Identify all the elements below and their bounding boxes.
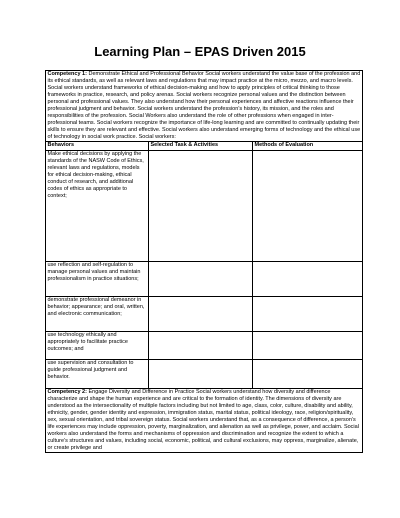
behavior-cell: use supervision and consultation to guide professional judgment and behavior.: [46, 359, 149, 388]
header-evaluation: Methods of Evaluation: [253, 142, 363, 150]
header-behaviors: Behaviors: [46, 142, 149, 150]
competency-1-row: [46, 71, 363, 142]
competency-2-row: [46, 388, 363, 452]
table-row: [46, 296, 363, 331]
document-title: Learning Plan – EPAS Driven 2015: [94, 44, 306, 59]
table-header-row: [46, 142, 363, 150]
table-row: [46, 150, 363, 261]
behavior-cell: use technology ethically and appropriately to facilitate practice outcomes; and: [46, 331, 149, 359]
task-cell[interactable]: [149, 261, 253, 296]
competency-1-text: Demonstrate Ethical and Professional Behavior Social workers understand the value base of the profession and its ethical standards, as well as relevant laws and regulations that may impact practice at the micro, mezzo, and macro levels. Social workers understand frameworks of ethical decision-making and how to apply principles of critical thinking to those frameworks in practice, research, and policy arenas. Social workers recognize personal values and the distinction between personal and professional values. They also understand how their personal experiences and affective reactions influence their professional judgment and behavior. Social workers understand the profession’s history, its mission, and the roles and responsibilities of the profession. Social Workers also understand the role of other professions when engaged in inter-professional teams. Social workers recognize the importance of life-long learning and are committed to continually updating their skills to ensure they are relevant and effective. Social workers also understand emerging forms of technology and the ethical use of technology in social work practice. Social workers:: [47, 71, 361, 141]
learning-plan-table: [45, 70, 363, 453]
task-cell[interactable]: [149, 359, 253, 388]
task-cell[interactable]: [149, 331, 253, 359]
table-row: [46, 261, 363, 296]
task-cell[interactable]: [149, 150, 253, 261]
table-row: [46, 331, 363, 359]
behavior-cell: use reflection and self-regulation to manage personal values and maintain professionalism in practice situations;: [46, 261, 149, 296]
competency-2-text: Engage Diversity and Difference in Practice Social workers understand how diversity and difference characterize and shape the human experience and are critical to the formation of identity. The dimensions of diversity are understood as the intersectionality of multiple factors including but not limited to age, class, color, culture, disability and ability, ethnicity, gender, gender identity and expression, immigration status, marital status, political ideology, race, religion/spirituality, sex, sexual orientation, and tribal sovereign status. Social workers understand that, as a consequence of difference, a person’s life experiences may include oppression, poverty, marginalization, and alienation as well as privilege, power, and acclaim. Social workers also understand the forms and mechanisms of oppression and discrimination and recognize the extent to which a culture’s structures and values, including social, economic, political, and cultural exclusions, may oppress, marginalize, alienate, or create privilege and: [47, 388, 359, 451]
behavior-cell: Make ethical decisions by applying the standards of the NASW Code of Ethics, relevant laws and regulations, models for ethical decision-making, ethical conduct of research, and additional codes of ethics as appropriate to context;: [46, 150, 149, 261]
competency-1-label: Competency 1:: [47, 71, 87, 77]
header-tasks: Selected Task & Activities: [149, 142, 253, 150]
table-row: [46, 359, 363, 388]
task-cell[interactable]: [149, 296, 253, 331]
competency-2-label: Competency 2:: [47, 388, 87, 395]
competency-1-cell: [46, 71, 363, 142]
evaluation-cell[interactable]: [253, 150, 363, 261]
evaluation-cell[interactable]: [253, 261, 363, 296]
competency-2-cell: [46, 388, 363, 452]
evaluation-cell[interactable]: [253, 296, 363, 331]
evaluation-cell[interactable]: [253, 331, 363, 359]
evaluation-cell[interactable]: [253, 359, 363, 388]
behavior-cell: demonstrate professional demeanor in behavior; appearance; and oral, written, and electronic communication;: [46, 296, 149, 331]
